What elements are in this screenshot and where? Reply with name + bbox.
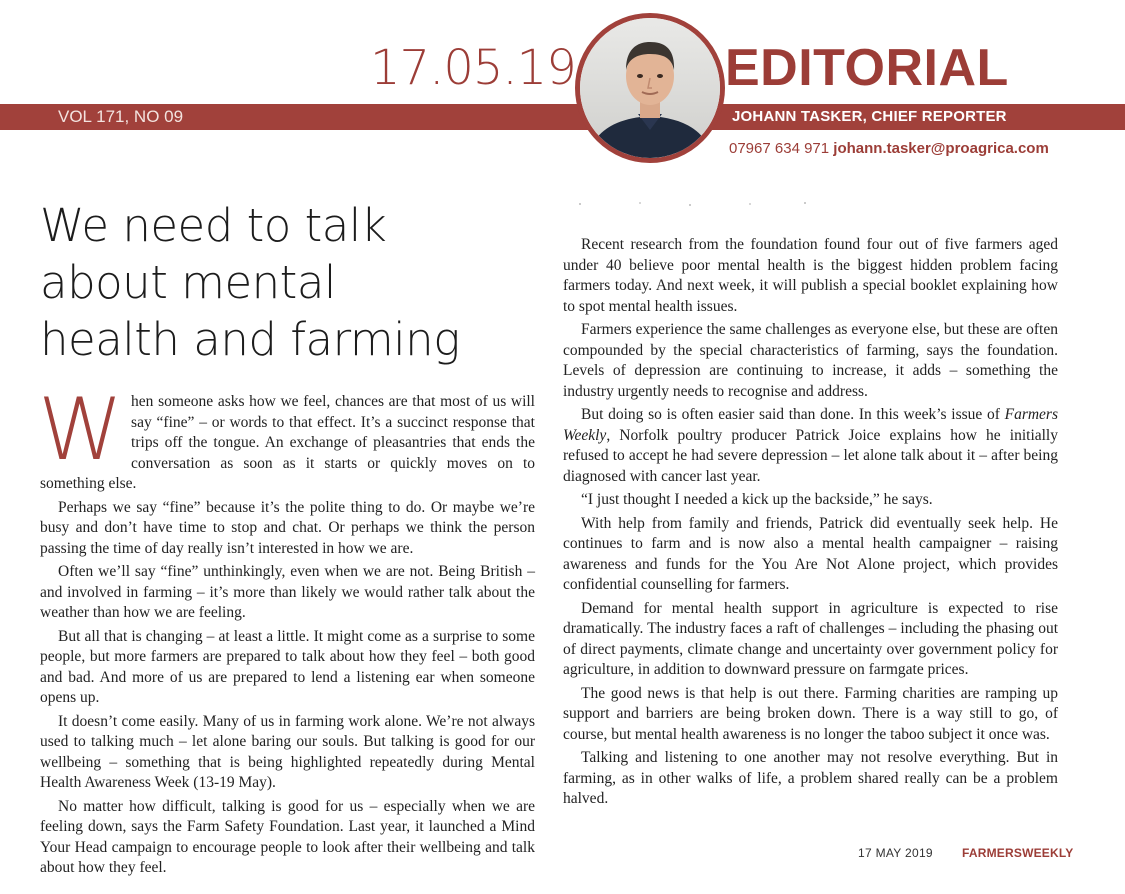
volume-number: VOL 171, NO 09	[58, 107, 184, 126]
paragraph: “I just thought I needed a kick up the backside,” he says.	[581, 491, 933, 508]
print-specks	[570, 200, 830, 208]
paragraph: It doesn’t come easily. Many of us in farming work alone. We’re not always used to talking much – let alone baring our souls. But talking is good for our wellbeing – something that is being highlighted repeatedly during Mental Health Awareness Week (13-19 May).	[40, 712, 535, 791]
footer-brand: FARMERSWEEKLY	[962, 846, 1074, 860]
paragraph: Recent research from the foundation found four out of five farmers aged under 40 believe poor mental health is the biggest hidden problem facing farmers today. And next week, it will publish a special booklet explaining how to spot mental health issues.	[563, 236, 1058, 315]
paragraph: Talking and listening to one another may not resolve everything. But in farming, as in other walks of life, a problem shared really can be a problem halved.	[563, 749, 1058, 807]
paragraph	[563, 405, 1058, 487]
headline	[40, 197, 560, 368]
footer-date: 17 MAY 2019	[858, 846, 933, 860]
headline-line: We need to talk	[40, 199, 387, 252]
portrait-illustration	[580, 18, 720, 158]
headline-line: about mental	[40, 256, 336, 309]
issue-date: 17.05.19	[370, 40, 576, 96]
publication-name: Farmers Weekly	[563, 406, 1058, 444]
paragraph: With help from family and friends, Patrick did eventually seek help. He continues to farm and is now also a mental health campaigner – raising awareness and funds for the You Are Not Alone project, which provides confidential counselling for farmers.	[563, 514, 1058, 593]
paragraph-text: But doing so is often easier said than done. In this week’s issue of	[581, 406, 1005, 423]
reporter-portrait	[575, 13, 725, 163]
paragraph	[38, 380, 535, 495]
reporter-email[interactable]: johann.tasker@proagrica.com	[833, 140, 1049, 157]
paragraph: No matter how difficult, talking is good for us – especially when we are feeling down, says the Farm Safety Foundation. Last year, it launched a Mind Your Head campaign to encourage people to look after their wellbeing and talk about how they feel.	[40, 797, 535, 876]
article-column-right	[563, 235, 1058, 813]
drop-cap: W	[38, 380, 124, 480]
paragraph: Demand for mental health support in agriculture is expected to rise dramatically. The industry faces a raft of challenges – including the phasing out of direct payments, climate change and uncertainty over government policy for agriculture, in addition to downward pressure on farmgate prices.	[563, 599, 1058, 678]
paragraph-text: hen someone asks how we feel, chances are that most of us will say “fine” – or words to that effect. It’s a succinct response that trips off the tongue. An exchange of pleasantries that ends the conversation as soon as it starts or quickly moves on to something else.	[40, 393, 535, 492]
paragraph: Often we’ll say “fine” unthinkingly, even when we are not. Being British – and involved in farming – it’s more than likely we would rather talk about the weather than how we are feeling.	[40, 563, 535, 621]
paragraph: Farmers experience the same challenges as everyone else, but these are often compounded by the special characteristics of farming, says the foundation. Levels of depression are continuing to increase, it adds – something the industry urgently needs to recognise and address.	[563, 321, 1058, 400]
article-column-left	[38, 380, 535, 882]
section-title: EDITORIAL	[725, 39, 1009, 97]
reporter-byline: JOHANN TASKER, CHIEF REPORTER	[732, 108, 1007, 125]
paragraph: But all that is changing – at least a little. It might come as a surprise to some people, but more farmers are prepared to talk about how they feel – both good and bad. And more of us are prepared to lend a listening ear when someone opens up.	[40, 627, 535, 706]
reporter-phone: 07967 634 971	[729, 140, 830, 157]
paragraph-text: , Norfolk poultry producer Patrick Joice explains how he initially refused to accept he had severe depression – let alone talk about it – after being diagnosed with cancer last year.	[563, 426, 1058, 485]
paragraph: Perhaps we say “fine” because it’s the polite thing to do. Or maybe we’re busy and don’t have time to stop and chat. Or perhaps we think the person passing the time of day really isn’t interested in how we are.	[40, 498, 535, 557]
contact-line	[729, 138, 1049, 160]
headline-line: health and farming	[40, 313, 460, 366]
paragraph: The good news is that help is out there. Farming charities are ramping up support and barriers are being broken down. There is a way still to go, of course, but mental health awareness is no longer the taboo subject it once was.	[563, 684, 1058, 743]
